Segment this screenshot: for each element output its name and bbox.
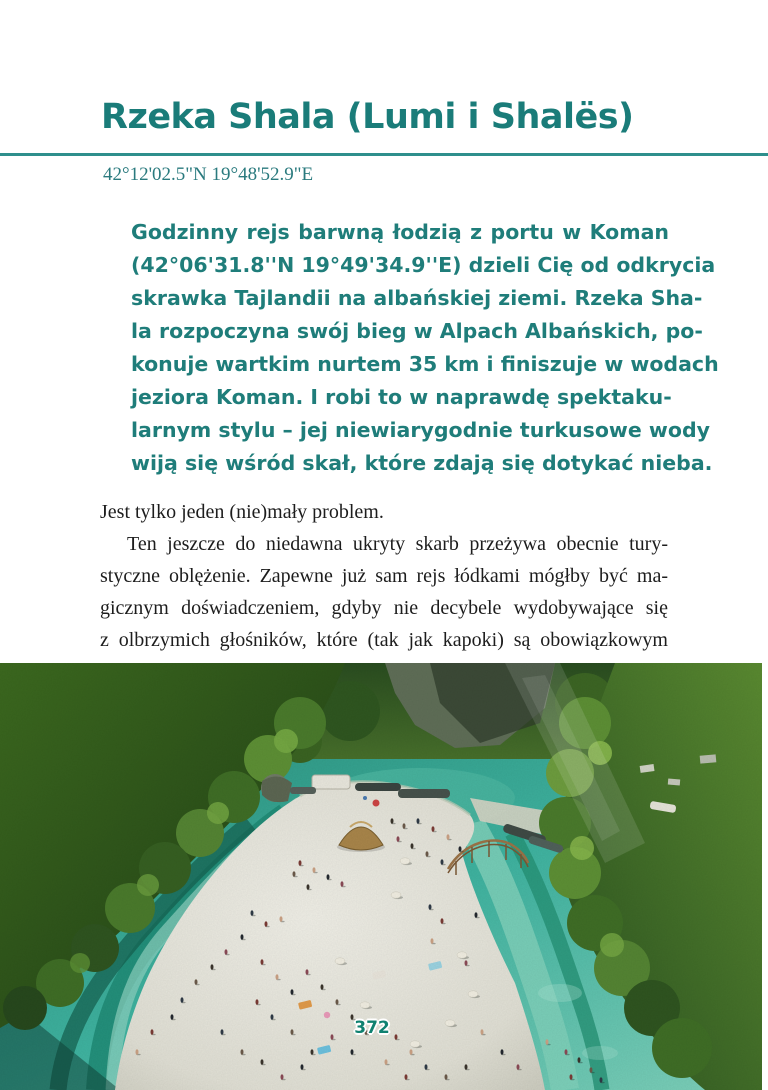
page-title: Rzeka Shala (Lumi i Shalës) (101, 97, 634, 137)
body-line: styczne oblężenie. Zapewne już sam rejs łódkami mógłby być ma- (100, 565, 668, 587)
title-divider (0, 153, 768, 156)
body-line: Ten jeszcze do niedawna ukryty skarb przeżywa obecnie tury- (127, 533, 668, 555)
gps-coordinates: 42°12'02.5"N 19°48'52.9"E (103, 164, 314, 185)
lead-line: la rozpoczyna swój bieg w Alpach Albańskich, po- (131, 319, 703, 343)
lead-line: (42°06'31.8''N 19°49'34.9''E) dzieli Cię od odkrycia (131, 253, 716, 277)
lead-line: Godzinny rejs barwną łodzią z portu w Koman (131, 220, 669, 244)
body-line: z olbrzymich głośników, które (tak jak kapoki) są obowiązkowym (100, 629, 668, 651)
page-number-badge: 372 (354, 1018, 390, 1038)
lead-line: skrawka Tajlandii na albańskiej ziemi. Rzeka Sha- (131, 286, 703, 310)
lead-line: jeziora Koman. I robi to w naprawdę spektaku- (131, 385, 672, 409)
lead-paragraph (131, 216, 719, 480)
lead-line: konuje wartkim nurtem 35 km i finiszuje w wodach (131, 352, 719, 376)
lead-line: wiją się wśród skał, które zdają się dotykać nieba. (131, 451, 713, 475)
body-line: Jest tylko jeden (nie)mały problem. (100, 501, 384, 523)
body-paragraph (100, 496, 668, 656)
lead-line: larnym stylu – jej niewiarygodnie turkusowe wody (131, 418, 710, 442)
body-line: gicznym doświadczeniem, gdyby nie decybele wydobywające się (100, 597, 668, 619)
